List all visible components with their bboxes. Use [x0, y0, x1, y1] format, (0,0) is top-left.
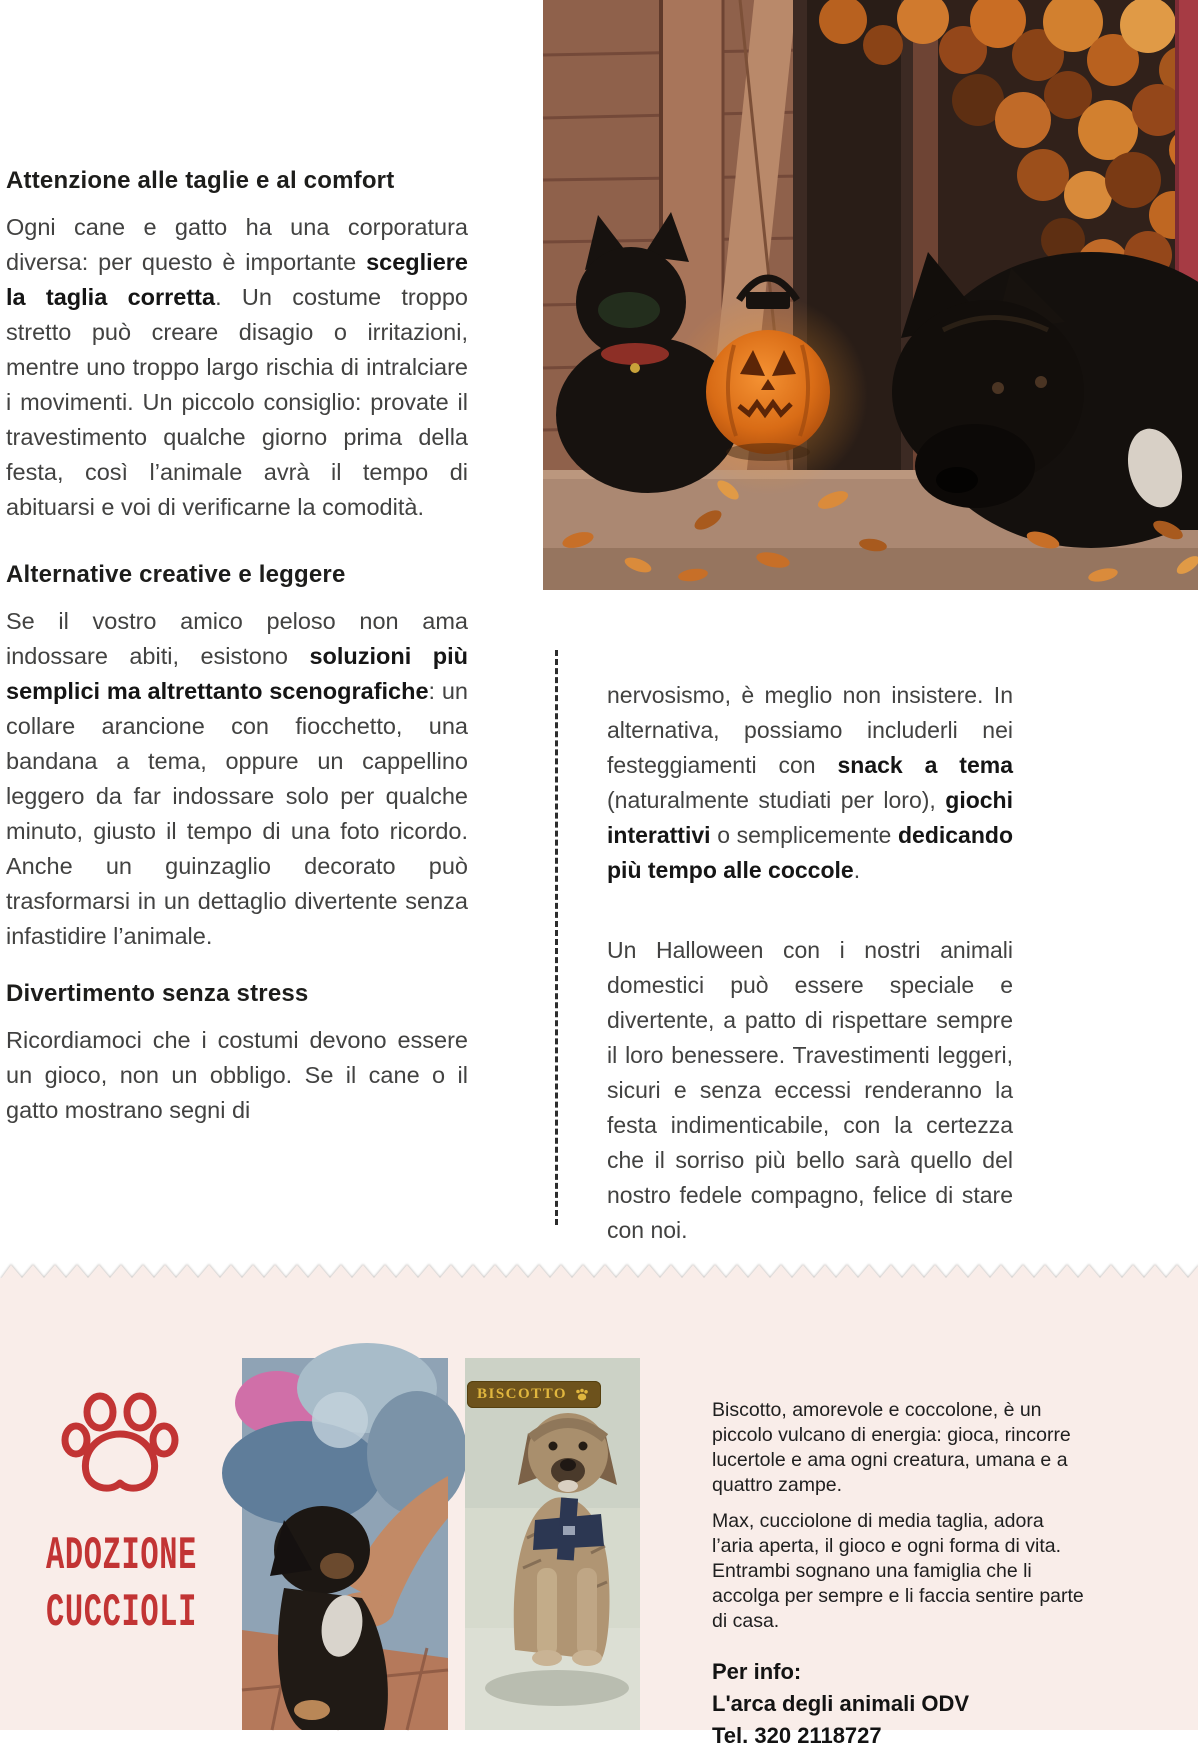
section-heading: Alternative creative e leggere: [6, 561, 346, 588]
closing-paragraph: Un Halloween con i nostri animali domestici può essere speciale e divertente, a patto di rispettare sempre il loro benessere. Travestimenti leggeri, sicuri e senza eccessi renderanno la festa indimenticabile, con la certezza che il sorriso più bello sarà quello del nostro fedele compagno, felice di stare con noi.: [607, 937, 1013, 1243]
continuation-paragraph: nervosismo, è meglio non insistere. In alternativa, possiamo includerli nei festeggiamenti con snack a tema (naturalmente studiati per loro), giochi interattivi o semplicemente dedicando più tempo alle coccole.: [607, 682, 1013, 883]
contact-org-name: L'arca degli animali ODV: [712, 1691, 970, 1716]
biscotto-sign-label: BISCOTTO: [477, 1386, 568, 1402]
puppy-photo-max: [242, 1358, 448, 1730]
adoption-title-line1: ADOZIONE: [46, 1530, 198, 1582]
max-description: Max, cucciolone di media taglia, adora l’aria aperta, il gioco e ogni forma di vita. Entrambi sognano una famiglia che li accolga per sempre e li faccia sentire parte di casa.: [712, 1510, 1084, 1632]
halloween-pets-photo-art: [543, 0, 1198, 590]
article-right-column: [607, 655, 1013, 1271]
paw-print-icon: [64, 1390, 176, 1498]
adoption-title-line2: CUCCIOLI: [46, 1587, 198, 1639]
section-paragraph: Ogni cane e gatto ha una corporatura diversa: per questo è importante scegliere la taglia corretta. Un costume troppo stretto può creare disagio o irritazioni, mentre uno troppo largo rischia di intralciare i movimenti. Un piccolo consiglio: provate il travestimento qualche giorno prima della festa, così l’animale avrà il tempo di abituarsi e voi di verificarne la comodità.: [6, 214, 468, 520]
adoption-title: [46, 1528, 197, 1642]
paw-mini-icon: [574, 1388, 589, 1402]
contact-info-heading: Per info:: [712, 1659, 802, 1684]
biscotto-description: Biscotto, amorevole e coccolone, è un piccolo vulcano di energia: gioca, rincorre lucertole e ama ogni creatura, umana e a quattro zampe.: [712, 1399, 1071, 1496]
column-divider-dashed-line: [555, 650, 558, 1225]
section-taglie: [6, 165, 468, 525]
section-heading: Divertimento senza stress: [6, 980, 309, 1007]
section-paragraph: Ricordiamoci che i costumi devono essere un gioco, non un obbligo. Se il cane o il gatto mostrano segni di: [6, 1027, 468, 1123]
adoption-text-block: [712, 1398, 1090, 1752]
biscotto-name-sign: [467, 1381, 601, 1408]
halloween-pets-photo: [543, 0, 1198, 590]
contact-phone: Tel. 320 2118727: [712, 1723, 882, 1748]
adoption-contact-info: [712, 1656, 1090, 1752]
puppy-photo-biscotto: [465, 1358, 640, 1730]
section-alternative: [6, 559, 468, 954]
section-paragraph: Se il vostro amico peloso non ama indossare abiti, esistono soluzioni più semplici ma altrettanto scenografiche: un collare arancione con fiocchetto, una bandana a tema, oppure un cappellino leggero da far indossare solo per qualche minuto, giusto il tempo di una foto ricordo. Anche un guinzaglio decorato può trasformarsi in un dettaglio divertente senza infastidire l’animale.: [6, 608, 468, 949]
section-divertimento: [6, 978, 468, 1128]
section-heading: Attenzione alle taglie e al comfort: [6, 167, 395, 194]
article-left-column: [6, 165, 468, 1162]
